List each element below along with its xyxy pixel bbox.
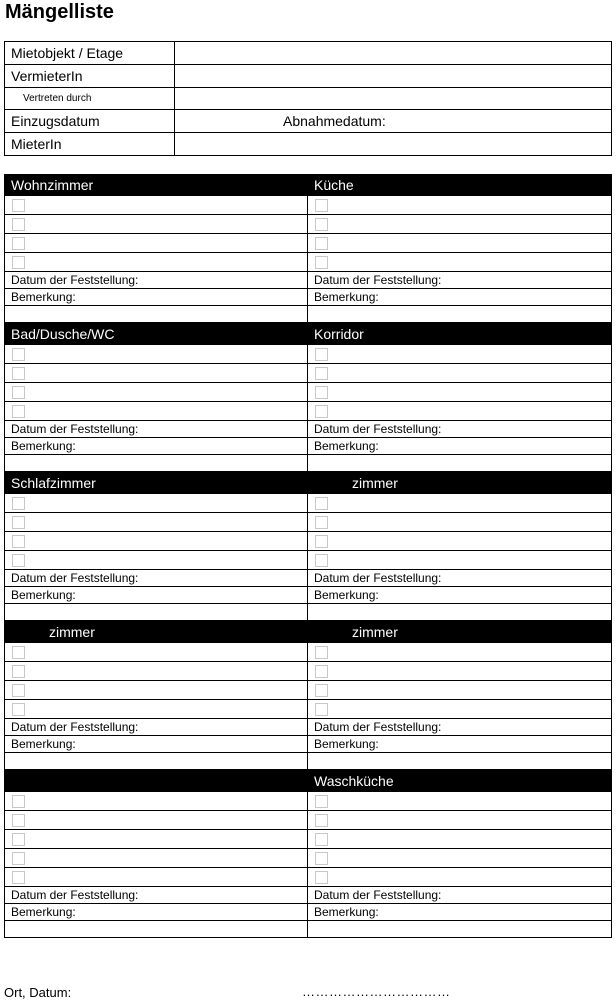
defect-row <box>5 830 307 849</box>
remark-field[interactable] <box>5 306 307 323</box>
defect-checkbox[interactable] <box>12 237 25 250</box>
defect-row <box>308 402 611 421</box>
defect-checkbox[interactable] <box>12 814 25 827</box>
defect-row <box>308 513 611 532</box>
defect-row <box>308 215 611 234</box>
datum-label: Datum der Feststellung: <box>5 719 307 736</box>
info-row-mietobjekt <box>5 42 611 65</box>
bemerkung-label: Bemerkung: <box>308 587 611 604</box>
defect-checkbox[interactable] <box>12 516 25 529</box>
defect-checkbox[interactable] <box>315 367 328 380</box>
datum-label: Datum der Feststellung: <box>5 272 307 289</box>
abnahme-label: Abnahmedatum: <box>283 113 386 129</box>
remark-field[interactable] <box>308 921 611 938</box>
defect-row <box>308 234 611 253</box>
room-column-right <box>308 472 612 621</box>
defect-row <box>5 383 307 402</box>
bemerkung-label: Bemerkung: <box>5 587 307 604</box>
defect-row <box>308 700 611 719</box>
defect-checkbox[interactable] <box>315 405 328 418</box>
defect-checkbox[interactable] <box>315 535 328 548</box>
info-row-einzug <box>5 110 611 133</box>
defect-row <box>5 849 307 868</box>
bemerkung-label: Bemerkung: <box>5 438 307 455</box>
defect-checkbox[interactable] <box>315 218 328 231</box>
defect-checkbox[interactable] <box>12 703 25 716</box>
vermieter-field[interactable] <box>175 65 611 87</box>
defect-checkbox[interactable] <box>12 795 25 808</box>
bemerkung-label: Bemerkung: <box>308 904 611 921</box>
defect-row <box>308 494 611 513</box>
room-header: Bad/Dusche/WC <box>5 323 307 345</box>
defect-row <box>5 811 307 830</box>
info-row-mieter <box>5 133 611 155</box>
defect-row <box>308 253 611 272</box>
defect-row <box>308 364 611 383</box>
defect-row <box>5 402 307 421</box>
vertreten-field[interactable] <box>175 88 611 109</box>
defect-checkbox[interactable] <box>12 665 25 678</box>
defect-row <box>5 345 307 364</box>
mieter-field[interactable] <box>175 133 611 155</box>
room-column-right <box>308 174 612 323</box>
datum-label: Datum der Feststellung: <box>308 421 611 438</box>
room-column-left <box>4 621 308 770</box>
defect-checkbox[interactable] <box>315 795 328 808</box>
defect-row <box>5 532 307 551</box>
defect-row <box>5 494 307 513</box>
defect-row <box>5 234 307 253</box>
defect-checkbox[interactable] <box>12 348 25 361</box>
bemerkung-label: Bemerkung: <box>308 438 611 455</box>
defect-checkbox[interactable] <box>315 684 328 697</box>
defect-checkbox[interactable] <box>12 646 25 659</box>
room-header: Korridor <box>308 323 611 345</box>
defect-row <box>308 849 611 868</box>
defect-checkbox[interactable] <box>315 497 328 510</box>
defect-row <box>5 253 307 272</box>
bemerkung-label: Bemerkung: <box>5 289 307 306</box>
remark-field[interactable] <box>5 604 307 621</box>
datum-label: Datum der Feststellung: <box>5 421 307 438</box>
signature-line: …………………………… <box>302 984 451 999</box>
defect-row <box>308 551 611 570</box>
remark-field[interactable] <box>5 753 307 770</box>
defect-row <box>308 681 611 700</box>
info-row-vertreten <box>5 88 611 110</box>
room-header: Waschküche <box>308 770 611 792</box>
defect-row <box>308 345 611 364</box>
datum-label: Datum der Feststellung: <box>5 570 307 587</box>
defect-row <box>308 532 611 551</box>
defect-checkbox[interactable] <box>12 497 25 510</box>
room-header: Wohnzimmer <box>5 174 307 196</box>
room-section <box>4 770 612 938</box>
mieter-label: MieterIn <box>5 133 175 155</box>
defect-checkbox[interactable] <box>12 199 25 212</box>
defect-checkbox[interactable] <box>315 554 328 567</box>
defect-checkbox[interactable] <box>315 871 328 884</box>
einzug-label: Einzugsdatum <box>5 110 175 132</box>
einzug-field[interactable] <box>175 110 611 132</box>
room-header: zimmer <box>308 621 611 643</box>
defect-checkbox[interactable] <box>315 814 328 827</box>
defect-checkbox[interactable] <box>315 516 328 529</box>
room-column-right <box>308 323 612 472</box>
defect-row <box>308 383 611 402</box>
room-header: Küche <box>308 174 611 196</box>
info-row-vermieter <box>5 65 611 88</box>
room-header: zimmer <box>308 472 611 494</box>
defect-checkbox[interactable] <box>12 367 25 380</box>
defect-checkbox[interactable] <box>315 237 328 250</box>
room-grid <box>4 174 612 938</box>
datum-label: Datum der Feststellung: <box>5 887 307 904</box>
room-section <box>4 323 612 472</box>
defect-row <box>5 792 307 811</box>
defect-checkbox[interactable] <box>315 646 328 659</box>
defect-checkbox[interactable] <box>12 554 25 567</box>
room-header: zimmer <box>5 621 307 643</box>
defect-row <box>5 681 307 700</box>
defect-row <box>308 196 611 215</box>
defect-row <box>5 215 307 234</box>
vertreten-label: Vertreten durch <box>5 88 175 109</box>
defect-row <box>5 513 307 532</box>
defect-row <box>5 868 307 887</box>
remark-field[interactable] <box>5 921 307 938</box>
vermieter-label: VermieterIn <box>5 65 175 87</box>
room-header <box>5 770 307 792</box>
datum-label: Datum der Feststellung: <box>308 887 611 904</box>
room-column-left <box>4 472 308 621</box>
remark-field[interactable] <box>308 455 611 472</box>
defect-row <box>5 662 307 681</box>
defect-checkbox[interactable] <box>12 386 25 399</box>
room-column-right <box>308 621 612 770</box>
defect-checkbox[interactable] <box>12 833 25 846</box>
defect-row <box>5 196 307 215</box>
defect-checkbox[interactable] <box>315 256 328 269</box>
ort-datum-label: Ort, Datum: <box>4 985 72 1000</box>
bemerkung-label: Bemerkung: <box>308 289 611 306</box>
room-section <box>4 472 612 621</box>
room-section <box>4 174 612 323</box>
defect-checkbox[interactable] <box>12 405 25 418</box>
defect-checkbox[interactable] <box>12 535 25 548</box>
defect-row <box>308 643 611 662</box>
defect-row <box>5 551 307 570</box>
header-info-table <box>4 41 612 156</box>
defect-row <box>5 700 307 719</box>
room-column-left <box>4 174 308 323</box>
room-column-right <box>308 770 612 938</box>
datum-label: Datum der Feststellung: <box>308 719 611 736</box>
defect-checkbox[interactable] <box>315 833 328 846</box>
page-title: Mängelliste <box>5 1 114 23</box>
bemerkung-label: Bemerkung: <box>308 736 611 753</box>
defect-checkbox[interactable] <box>315 703 328 716</box>
bemerkung-label: Bemerkung: <box>5 904 307 921</box>
defect-row <box>308 662 611 681</box>
defect-checkbox[interactable] <box>315 852 328 865</box>
defect-row <box>308 811 611 830</box>
defect-checkbox[interactable] <box>12 871 25 884</box>
datum-label: Datum der Feststellung: <box>308 272 611 289</box>
defect-row <box>5 364 307 383</box>
defect-checkbox[interactable] <box>12 256 25 269</box>
defect-checkbox[interactable] <box>315 386 328 399</box>
remark-field[interactable] <box>308 753 611 770</box>
mietobjekt-field[interactable] <box>175 42 611 64</box>
room-column-left <box>4 323 308 472</box>
room-column-left <box>4 770 308 938</box>
defect-checkbox[interactable] <box>315 348 328 361</box>
defect-checkbox[interactable] <box>12 684 25 697</box>
room-header: Schlafzimmer <box>5 472 307 494</box>
defect-checkbox[interactable] <box>12 852 25 865</box>
defect-checkbox[interactable] <box>315 665 328 678</box>
defect-row <box>5 643 307 662</box>
remark-field[interactable] <box>308 604 611 621</box>
defect-checkbox[interactable] <box>315 199 328 212</box>
bemerkung-label: Bemerkung: <box>5 736 307 753</box>
remark-field[interactable] <box>308 306 611 323</box>
datum-label: Datum der Feststellung: <box>308 570 611 587</box>
room-section <box>4 621 612 770</box>
defect-row <box>308 868 611 887</box>
remark-field[interactable] <box>5 455 307 472</box>
defect-row <box>308 792 611 811</box>
mietobjekt-label: Mietobjekt / Etage <box>5 42 175 64</box>
defect-checkbox[interactable] <box>12 218 25 231</box>
defect-row <box>308 830 611 849</box>
